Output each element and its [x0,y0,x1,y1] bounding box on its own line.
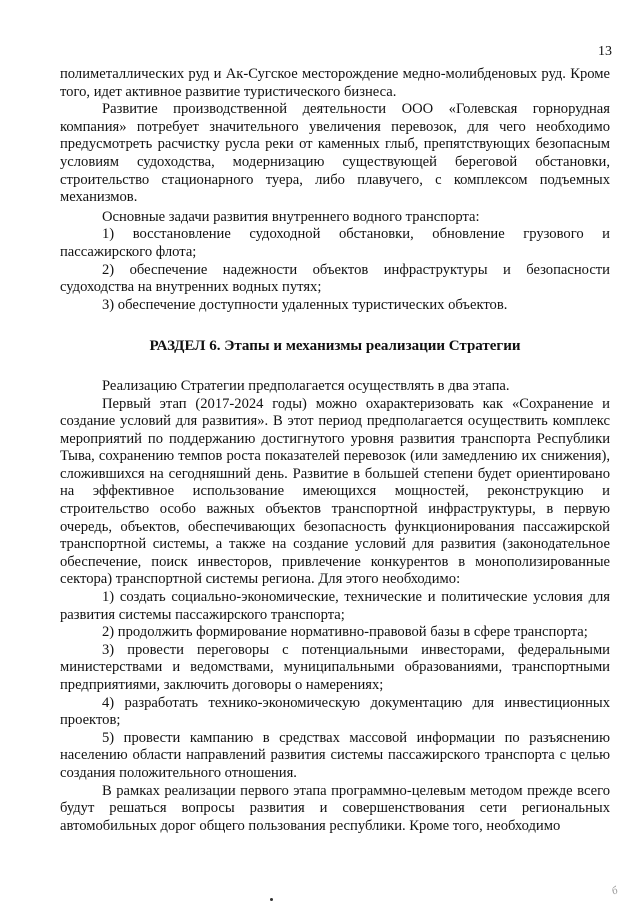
list-item: 1) восстановление судоходной обстановки, обновление грузового и пассажирского флота; [60,226,610,260]
paragraph: Основные задачи развития внутреннего водного транспорта: [102,208,480,225]
scan-artifact [270,898,273,901]
corner-handwritten-mark: б [610,884,620,898]
list-item: 4) разработать технико-экономическую документацию для инвестиционных проектов; [60,694,610,729]
list-item: 1) создать социально-экономические, технические и политические условия для развития системы пассажирского транспорта; [60,589,610,623]
paragraph: полиметаллических руд и Ак-Сугское месторождение медно-молибденовых руд. Кроме того, идет активное развитие туристического бизнеса. [60,66,610,100]
list-item: 5) провести кампанию в средствах массовой информации по разъяснению населению области направлений развития системы пассажирского транспорта с целью создания положительного отношения. [60,729,610,781]
section-heading: РАЗДЕЛ 6. Этапы и механизмы реализации Стратегии [149,338,521,355]
document-body [60,66,610,835]
page-number: 13 [598,44,612,59]
paragraph: В рамках реализации первого этапа программно-целевым методом прежде всего будут решаться вопросы развития и совершенствования сети региональных автомобильных дорог общего пользования республики. Кроме того, необходимо [60,782,610,834]
list-item: 2) обеспечение надежности объектов инфраструктуры и безопасности судоходства на внутренних водных путях; [60,261,610,296]
list-item: 2) продолжить формирование нормативно-правовой базы в сфере транспорта; [102,624,588,641]
paragraph: Развитие производственной деятельности ООО «Голевская горнорудная компания» потребует значительного увеличения перевозок, для чего необходимо предусмотреть расчистку русла реки от каменных глыб, препятствующих безопасным условиям судоходства, модернизацию существующей береговой обстановки, строительство стационарного туера, либо плавучего, с комплексом подъемных механизмов. [60,101,610,206]
list-item: 3) обеспечение доступности удаленных туристических объектов. [102,296,508,313]
paragraph: Первый этап (2017-2024 годы) можно охарактеризовать как «Сохранение и создание условий для развития». В этот период предполагается осуществить комплекс мероприятий по поддержанию достигнутого уровня развития транспорта Республики Тыва, сохранению темпов роста показателей перевозок (или замедлению их снижения), сложившихся на сегодняшний день. Развитие в большей степени будет ориентировано на эффективное использование имеющихся мощностей, реконструкцию и строительство особо важных объектов транспортной инфраструктуры, в первую очередь, объектов, обеспечивающих безопасность функционирования пассажирской транспортной системы, а также на создание условий для развития (законодательное обеспечение, поиск инвесторов, привлечение конкурентов в монополизированные сектора) транспортной системы региона. Для этого необходимо: [60,395,610,588]
paragraph: Реализацию Стратегии предполагается осуществлять в два этапа. [102,377,510,394]
list-item: 3) провести переговоры с потенциальными инвесторами, федеральными министерствами и ведомствами, муниципальными образованиями, транспортными предприятиями, заключить договоры о намерениях; [60,641,610,693]
